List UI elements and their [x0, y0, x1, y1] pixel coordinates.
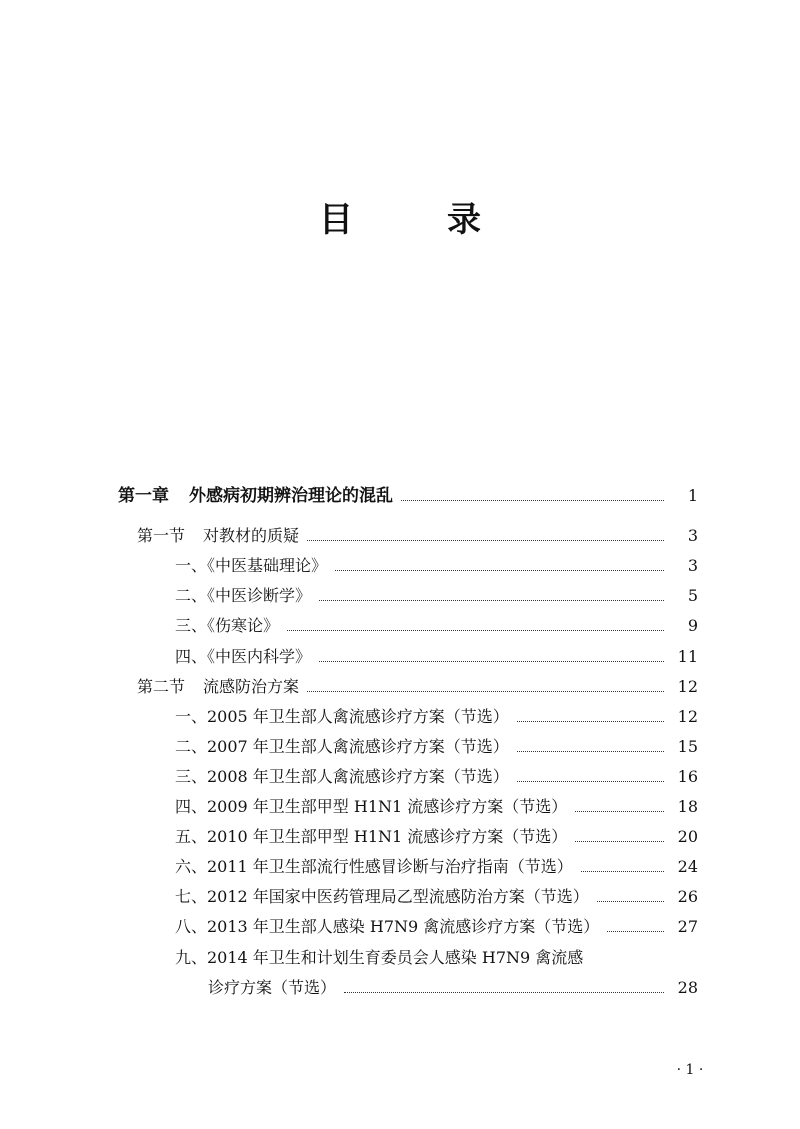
dot-leader	[597, 901, 664, 902]
section-title: 对教材的质疑	[203, 526, 300, 545]
item-title: 八、2013 年卫生部人感染 H7N9 禽流感诊疗方案（节选）	[175, 917, 600, 936]
chapter-label: 第一章	[118, 486, 169, 506]
dot-leader	[335, 570, 664, 571]
toc-item[interactable]	[175, 882, 698, 908]
toc-item[interactable]	[175, 822, 698, 848]
dot-leader	[607, 931, 664, 932]
item-title: 九、2014 年卫生和计划生育委员会人感染 H7N9 禽流感	[175, 948, 584, 967]
dot-leader	[581, 871, 664, 872]
toc-item[interactable]	[175, 852, 698, 878]
section-title: 流感防治方案	[203, 677, 300, 696]
dot-leader	[575, 841, 664, 842]
dot-leader	[307, 691, 664, 692]
toc-item[interactable]	[175, 611, 698, 637]
page-ref: 9	[687, 616, 698, 635]
toc-item[interactable]	[175, 581, 698, 607]
item-title-continuation: 诊疗方案（节选）	[208, 978, 337, 997]
item-title: 二、《中医诊断学》	[175, 586, 312, 605]
page-ref: 18	[677, 797, 698, 816]
page-ref: 24	[677, 857, 698, 876]
page-ref: 12	[677, 677, 698, 696]
dot-leader	[575, 811, 664, 812]
page-ref: 11	[677, 647, 698, 666]
dot-leader	[517, 751, 664, 752]
page-ref: 3	[687, 526, 698, 545]
chapter-title: 外感病初期辨治理论的混乱	[189, 486, 393, 506]
item-title: 二、2007 年卫生部人禽流感诊疗方案（节选）	[175, 737, 509, 756]
dot-leader	[344, 992, 664, 993]
item-title: 四、《中医内科学》	[175, 647, 312, 666]
item-title: 一、《中医基础理论》	[175, 556, 328, 575]
toc-item-continuation[interactable]	[208, 973, 698, 999]
page-ref: 16	[677, 767, 698, 786]
toc-item[interactable]	[175, 551, 698, 577]
page-ref: 3	[687, 556, 698, 575]
dot-leader	[319, 661, 664, 662]
toc-section-2[interactable]	[137, 672, 698, 698]
dot-leader	[517, 781, 664, 782]
item-title: 五、2010 年卫生部甲型 H1N1 流感诊疗方案（节选）	[175, 827, 568, 846]
toc-item[interactable]	[175, 702, 698, 728]
toc-item[interactable]	[175, 792, 698, 818]
item-title: 三、2008 年卫生部人禽流感诊疗方案（节选）	[175, 767, 509, 786]
page-ref: 5	[687, 586, 698, 605]
item-title: 六、2011 年卫生部流行性感冒诊断与治疗指南（节选）	[175, 857, 573, 876]
toc-item[interactable]	[175, 912, 698, 938]
item-title: 三、《伤寒论》	[175, 616, 280, 635]
section-label: 第二节	[137, 677, 186, 696]
item-title: 四、2009 年卫生部甲型 H1N1 流感诊疗方案（节选）	[175, 797, 568, 816]
item-title: 七、2012 年国家中医药管理局乙型流感防治方案（节选）	[175, 887, 589, 906]
toc-section-1[interactable]	[137, 521, 698, 547]
toc-chapter-1[interactable]	[118, 481, 698, 507]
page-ref: 20	[677, 827, 698, 846]
item-title: 一、2005 年卫生部人禽流感诊疗方案（节选）	[175, 707, 509, 726]
page-ref: 1	[687, 486, 698, 505]
section-label: 第一节	[137, 526, 186, 545]
footer-page-number: · 1 ·	[676, 1062, 704, 1078]
toc-item[interactable]	[175, 732, 698, 758]
toc-item[interactable]	[175, 642, 698, 668]
page-ref: 26	[677, 887, 698, 906]
dot-leader	[517, 721, 664, 722]
dot-leader	[287, 630, 664, 631]
dot-leader	[307, 540, 664, 541]
page-ref: 28	[677, 978, 698, 997]
page-ref: 15	[677, 737, 698, 756]
dot-leader	[401, 500, 664, 501]
dot-leader	[319, 600, 664, 601]
page-ref: 27	[677, 917, 698, 936]
toc-item[interactable]	[175, 762, 698, 788]
page-ref: 12	[677, 707, 698, 726]
page-title: 目 录	[319, 200, 511, 240]
toc-item-first-line[interactable]	[175, 943, 698, 969]
